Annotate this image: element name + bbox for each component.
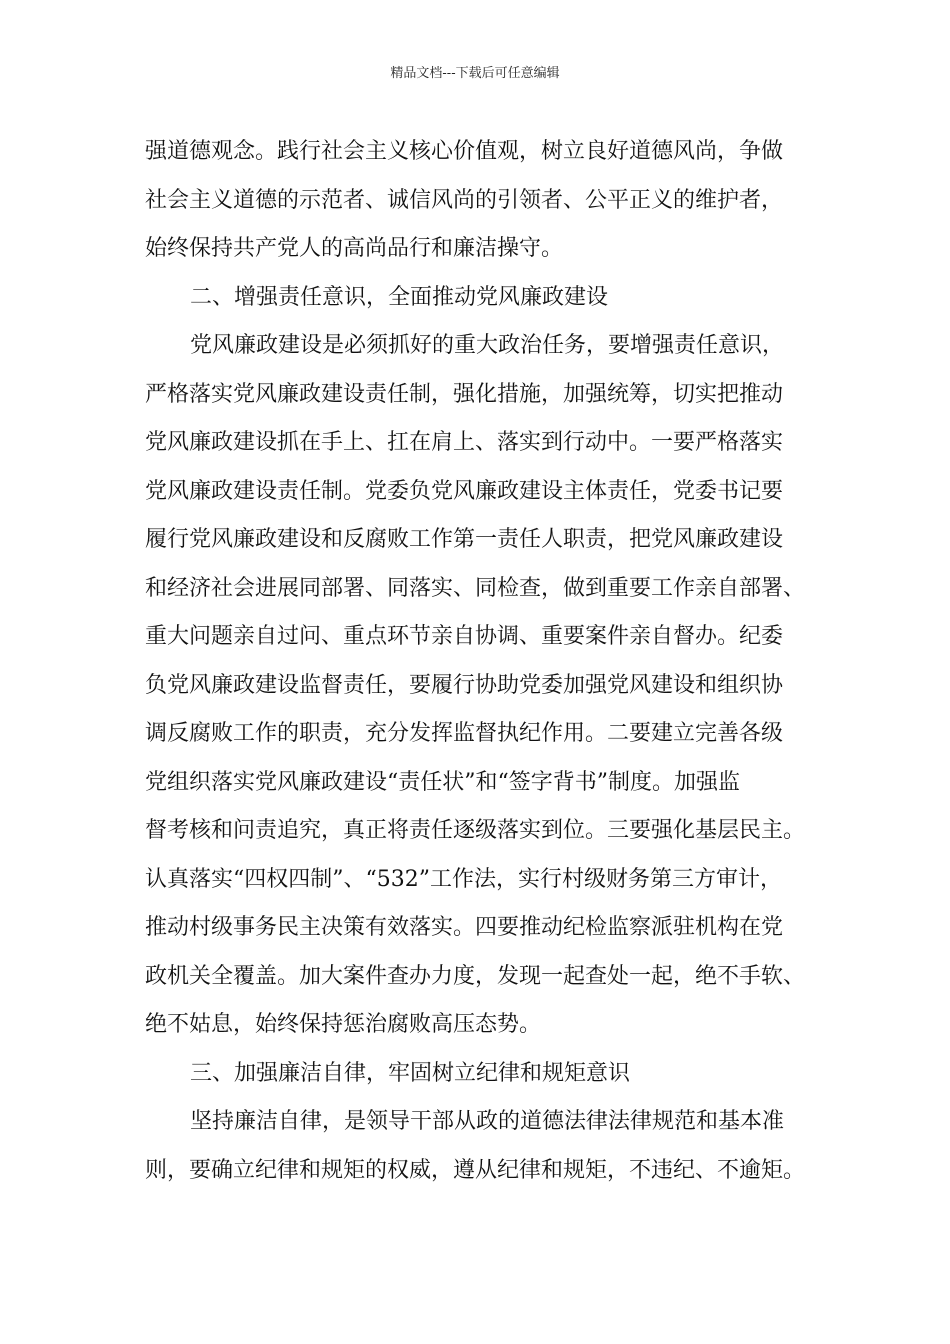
text-line: 认真落实“四权四制”、“532”工作法，实行村级财务第三方审计， — [145, 866, 782, 892]
paragraph-start: 坚持廉洁自律，是领导干部从政的道德法律法律规范和基本准 — [190, 1109, 785, 1134]
page-header: 精品文档---下载后可任意编辑 — [390, 66, 560, 81]
text-line: 和经济社会进展同部署、同落实、同检查，做到重要工作亲自部署、 — [145, 575, 806, 601]
text-line: 履行党风廉政建设和反腐败工作第一责任人职责，把党风廉政建设 — [145, 527, 784, 552]
text-line: 党组织落实党风廉政建设“责任状”和“签字背书”制度。加强监 — [145, 769, 740, 795]
text-line: 负党风廉政建设监督责任，要履行协助党委加强党风建设和组织协 — [145, 672, 784, 698]
section-heading: 二、增强责任意识，全面推动党风廉政建设 — [190, 284, 609, 310]
text-line: 重大问题亲自过问、重点环节亲自协调、重要案件亲自督办。纪委 — [145, 624, 784, 649]
text-line: 社会主义道德的示范者、诚信风尚的引领者、公平正义的维护者， — [145, 187, 784, 213]
text-line: 督考核和问责追究，真正将责任逐级落实到位。三要强化基层民主。 — [145, 818, 806, 843]
text-line: 党风廉政建设抓在手上、扛在肩上、落实到行动中。一要严格落实 — [145, 430, 784, 455]
text-line: 则，要确立纪律和规矩的权威，遵从纪律和规矩，不违纪、不逾矩。 — [145, 1157, 806, 1183]
text-line: 绝不姑息，始终保持惩治腐败高压态势。 — [145, 1012, 542, 1037]
text-line: 政机关全覆盖。加大案件查办力度，发现一起查处一起，绝不手软、 — [145, 963, 806, 989]
text-line: 推动村级事务民主决策有效落实。四要推动纪检监察派驻机构在党 — [145, 915, 784, 940]
document-body — [145, 128, 825, 1195]
section-heading: 三、加强廉洁自律，牢固树立纪律和规矩意识 — [190, 1060, 631, 1086]
paragraph-start: 党风廉政建设是必须抓好的重大政治任务，要增强责任意识， — [190, 333, 785, 358]
text-line: 严格落实党风廉政建设责任制，强化措施，加强统筹，切实把推动 — [145, 381, 784, 407]
text-line: 强道德观念。践行社会主义核心价值观，树立良好道德风尚，争做 — [145, 139, 784, 164]
text-line: 党风廉政建设责任制。党委负党风廉政建设主体责任，党委书记要 — [145, 478, 784, 504]
text-line: 始终保持共产党人的高尚品行和廉洁操守。 — [145, 236, 564, 261]
text-line: 调反腐败工作的职责，充分发挥监督执纪作用。二要建立完善各级 — [145, 721, 784, 746]
